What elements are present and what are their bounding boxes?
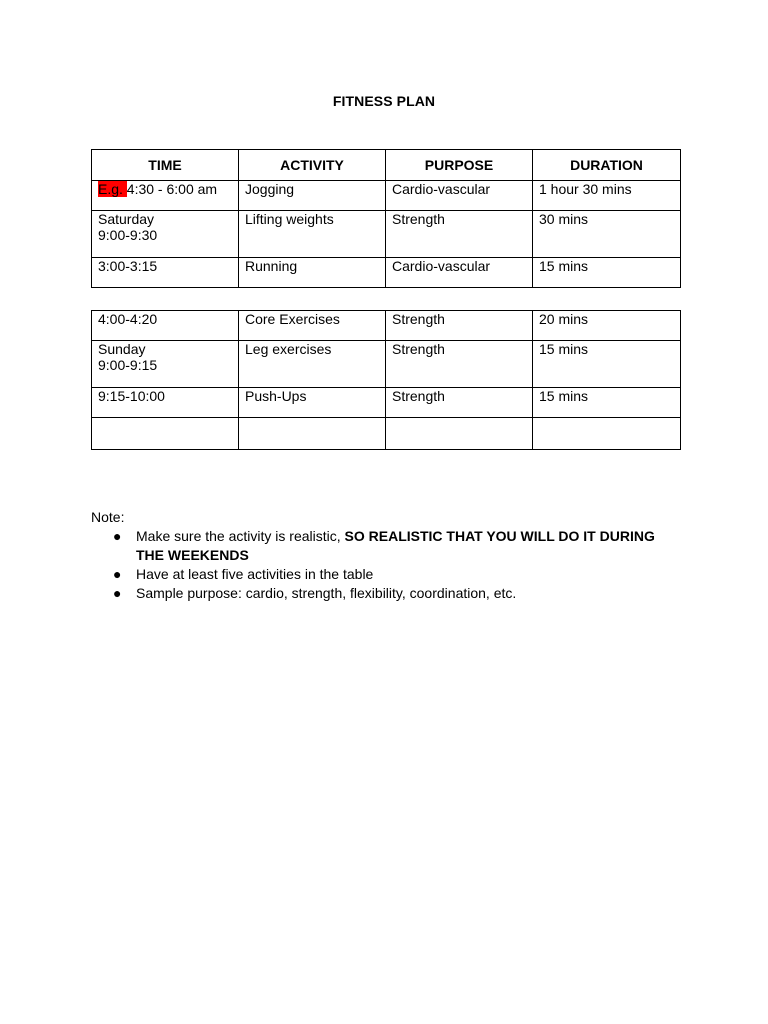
table-header-row xyxy=(92,150,681,181)
purpose-cell: Strength xyxy=(386,341,533,388)
bullet-icon: ● xyxy=(113,585,122,601)
note-text: Have at least five activities in the table xyxy=(136,566,374,582)
header-purpose: PURPOSE xyxy=(386,150,533,181)
example-highlight: E.g. xyxy=(98,181,127,197)
table-row xyxy=(92,181,681,211)
duration-cell: 30 mins xyxy=(533,211,681,258)
activity-cell: Jogging xyxy=(239,181,386,211)
bullet-icon: ● xyxy=(113,528,122,544)
purpose-cell: Strength xyxy=(386,211,533,258)
time-cell xyxy=(92,211,239,258)
table-row xyxy=(92,211,681,258)
table-row xyxy=(92,388,681,418)
table-row xyxy=(92,341,681,388)
time-cell: 4:00-4:20 xyxy=(92,311,239,341)
purpose-cell: Cardio-vascular xyxy=(386,258,533,288)
empty-cell xyxy=(386,418,533,450)
header-activity: ACTIVITY xyxy=(239,150,386,181)
time-value: 9:00-9:15 xyxy=(98,357,158,373)
table-row xyxy=(92,258,681,288)
note-emphasis: SO REALISTIC THAT YOU WILL DO IT DURING xyxy=(344,528,655,544)
time-value: 4:30 - 6:00 am xyxy=(126,181,218,197)
purpose-cell: Strength xyxy=(386,311,533,341)
duration-cell: 15 mins xyxy=(533,388,681,418)
note-item xyxy=(91,565,691,584)
note-item xyxy=(91,527,691,565)
header-time: TIME xyxy=(92,150,239,181)
bullet-icon: ● xyxy=(113,566,122,582)
day-label: Sunday xyxy=(98,341,146,357)
activity-cell: Core Exercises xyxy=(239,311,386,341)
note-label: Note: xyxy=(91,509,125,525)
note-text: Sample purpose: cardio, strength, flexibility, coordination, etc. xyxy=(136,585,517,601)
duration-cell: 15 mins xyxy=(533,258,681,288)
activity-cell: Leg exercises xyxy=(239,341,386,388)
fitness-table-part-2 xyxy=(91,310,681,450)
day-label: Saturday xyxy=(98,211,155,227)
fitness-table-part-1 xyxy=(91,149,681,288)
activity-cell: Running xyxy=(239,258,386,288)
header-duration: DURATION xyxy=(533,150,681,181)
activity-cell: Lifting weights xyxy=(239,211,386,258)
purpose-cell: Strength xyxy=(386,388,533,418)
time-cell xyxy=(92,181,239,211)
page-title: FITNESS PLAN xyxy=(332,93,436,109)
empty-cell xyxy=(239,418,386,450)
purpose-cell: Cardio-vascular xyxy=(386,181,533,211)
empty-cell xyxy=(92,418,239,450)
time-cell: 9:15-10:00 xyxy=(92,388,239,418)
duration-cell: 1 hour 30 mins xyxy=(533,181,681,211)
time-cell xyxy=(92,341,239,388)
note-emphasis-continued: THE WEEKENDS xyxy=(136,547,249,563)
note-list xyxy=(91,527,691,603)
table-row xyxy=(92,311,681,341)
activity-cell: Push-Ups xyxy=(239,388,386,418)
note-text: Make sure the activity is realistic, xyxy=(136,528,345,544)
time-cell: 3:00-3:15 xyxy=(92,258,239,288)
duration-cell: 20 mins xyxy=(533,311,681,341)
note-item xyxy=(91,584,691,603)
empty-table-row xyxy=(92,418,681,450)
duration-cell: 15 mins xyxy=(533,341,681,388)
note-section xyxy=(91,508,691,603)
empty-cell xyxy=(533,418,681,450)
time-value: 9:00-9:30 xyxy=(98,227,158,243)
